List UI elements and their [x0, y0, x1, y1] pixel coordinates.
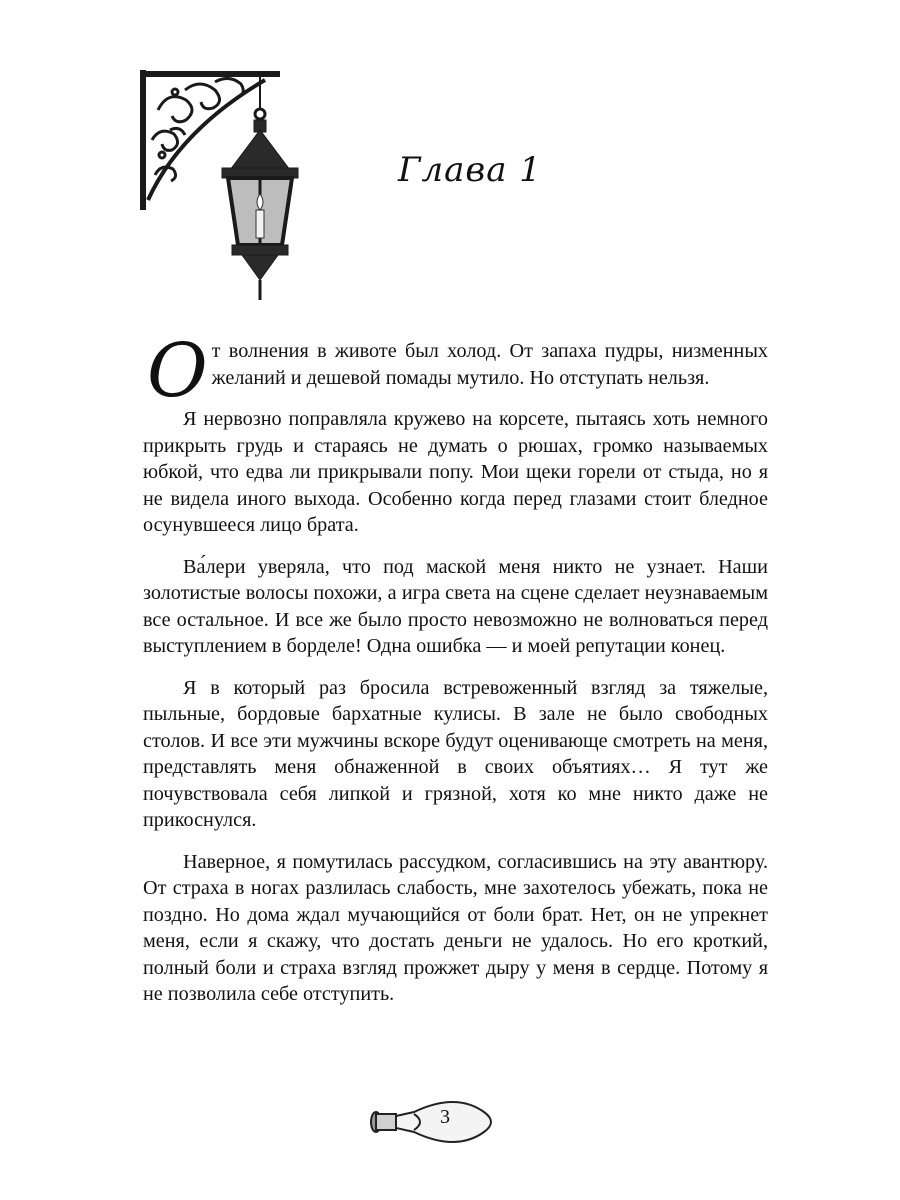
- lantern-illustration: [140, 70, 320, 305]
- paragraph-5: Наверное, я помутилась рассудком, согласившись на эту авантюру. От страха в ногах разлилась слабость, мне захотелось убежать, пока не поздно. Но дома ждал мучающийся от боли брат. Нет, он не упрекнет меня, если я скажу, что достать деньги не удалось. Но его кроткий, полный боли и страха взгляд прожжет дыру у меня в сердце. Потому я не позволила себе отступить.: [143, 850, 768, 1005]
- page-number: 3: [440, 1106, 450, 1128]
- drop-cap: О: [147, 328, 208, 414]
- paragraph-4: Я в который раз бросила встревоженный взгляд за тяжелые, пыльные, бордовые бархатные кулисы. В зале не было свободных столов. И все эти мужчины вскоре будут оценивающе смотреть на меня, представлять меня обнаженной в своих объятиях… Я тут же почувствовала себя липкой и грязной, хотя ко мне никто даже не прикоснулся.: [143, 676, 768, 831]
- paragraph-3: Ва́лери уверяла, что под маской меня никто не узнает. Наши золотистые волосы похожи, а игра света на сцене сделает неузнаваемым все остальное. И все же было просто невозможно не волноваться перед выступлением в борделе! Одна ошибка — и моей репутации конец.: [143, 555, 768, 657]
- chapter-title: Глава 1: [398, 150, 542, 190]
- body-text: [143, 328, 768, 1023]
- paragraph-2: Я нервозно поправляла кружево на корсете, пытаясь хоть немного прикрыть грудь и стараясь не думать о рюшах, громко называемых юбкой, что едва ли прикрывали попу. Мои щеки горели от стыда, но я не видела иного выхода. Особенно когда перед глазами стоит бледное осунувшееся лицо брата.: [143, 408, 768, 536]
- paragraph-1: [143, 328, 768, 414]
- paragraph-1-text: т волнения в животе был холод. От запаха пудры, низменных желаний и дешевой помады мутило. Но отступать нельзя.: [211, 340, 768, 389]
